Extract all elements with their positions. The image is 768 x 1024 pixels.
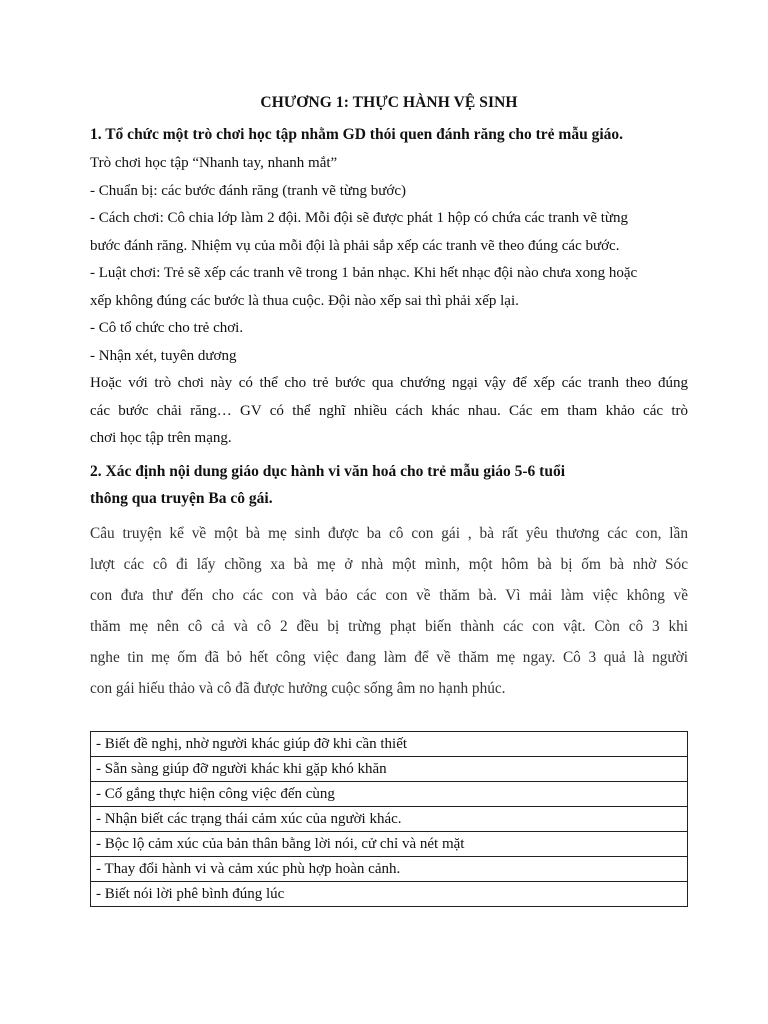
table-cell: - Biết nói lời phê bình đúng lúc [91, 882, 688, 907]
story-line: nghe tin mẹ ốm đã bỏ hết công việc đang làm để về thăm mẹ ngay. Cô 3 quả là người [90, 648, 688, 666]
table-cell: - Nhận biết các trạng thái cảm xúc của người khác. [91, 807, 688, 832]
story-line: Câu truyện kể về một bà mẹ sinh được ba cô con gái , bà rất yêu thương các con, lần [90, 524, 688, 542]
section-2-heading-line: thông qua truyện Ba cô gái. [90, 489, 273, 507]
table-row [91, 757, 688, 782]
document-page [90, 92, 688, 902]
section-1-line: - Nhận xét, tuyên dương [90, 347, 237, 364]
section-1-body [90, 150, 688, 453]
table-cell: - Cố gắng thực hiện công việc đến cùng [91, 782, 688, 807]
table-row [91, 857, 688, 882]
story-paragraph [90, 518, 688, 704]
story-line: lượt các cô đi lấy chồng xa bà mẹ ở nhà một mình, một hôm bà bị ốm bà nhờ Sóc [90, 555, 688, 573]
table-row [91, 732, 688, 757]
section-1-line: chơi học tập trên mạng. [90, 430, 232, 446]
section-1-line: - Cách chơi: Cô chia lớp làm 2 đội. Mỗi đội sẽ được phát 1 hộp có chứa các tranh vẽ từng [90, 210, 629, 226]
section-1-line: - Cô tổ chức cho trẻ chơi. [90, 320, 244, 336]
section-1-line: - Chuẩn bị: các bước đánh răng (tranh vẽ từng bước) [90, 182, 406, 199]
section-1-line: Hoặc với trò chơi này có thể cho trẻ bước qua chướng ngại vậy để xếp các tranh theo đúng [90, 375, 688, 391]
section-1-line: các bước chải răng… GV có thể nghĩ nhiều cách khác nhau. Các em tham khảo các trò [90, 402, 688, 419]
story-line: thăm mẹ nên cô cả và cô 2 đều bị trừng phạt biến thành các con vật. Còn cô 3 khi [90, 617, 688, 635]
table-cell: - Thay đổi hành vi và cảm xúc phù hợp hoàn cảnh. [91, 857, 688, 882]
table-row [91, 807, 688, 832]
chapter-title: CHƯƠNG 1: THỰC HÀNH VỆ SINH [260, 94, 518, 111]
section-1-line: xếp không đúng các bước là thua cuộc. Đội nào xếp sai thì phải xếp lại. [90, 292, 519, 309]
story-line: con đưa thư đến cho các con và bảo các con về thăm bà. Vì mải làm việc không về [90, 586, 688, 604]
table-row [91, 832, 688, 857]
table-cell: - Sẵn sàng giúp đỡ người khác khi gặp khó khăn [91, 757, 688, 782]
table-cell: - Bộc lộ cảm xúc của bản thân bằng lời nói, cử chỉ và nét mặt [91, 832, 688, 857]
section-1-line: bước đánh răng. Nhiệm vụ của mỗi đội là phải sắp xếp các tranh vẽ theo đúng các bước. [90, 237, 620, 254]
table-cell: - Biết đề nghị, nhờ người khác giúp đỡ khi cần thiết [91, 732, 688, 757]
table-row [91, 782, 688, 807]
story-line: con gái hiếu thảo và cô đã được hưởng cuộc sống âm no hạnh phúc. [90, 679, 506, 697]
section-1-heading: 1. Tổ chức một trò chơi học tập nhằm GD thói quen đánh răng cho trẻ mẫu giáo. [90, 126, 624, 143]
section-1-line: Trò chơi học tập “Nhanh tay, nhanh mắt” [90, 155, 338, 171]
section-2-heading [90, 458, 688, 512]
section-1-line: - Luật chơi: Trẻ sẽ xếp các tranh vẽ trong 1 bản nhạc. Khi hết nhạc đội nào chưa xong hoặc [90, 265, 638, 281]
table-row [91, 882, 688, 907]
behaviors-table [90, 731, 688, 907]
section-2-heading-line: 2. Xác định nội dung giáo dục hành vi văn hoá cho trẻ mẫu giáo 5-6 tuổi [90, 462, 565, 480]
